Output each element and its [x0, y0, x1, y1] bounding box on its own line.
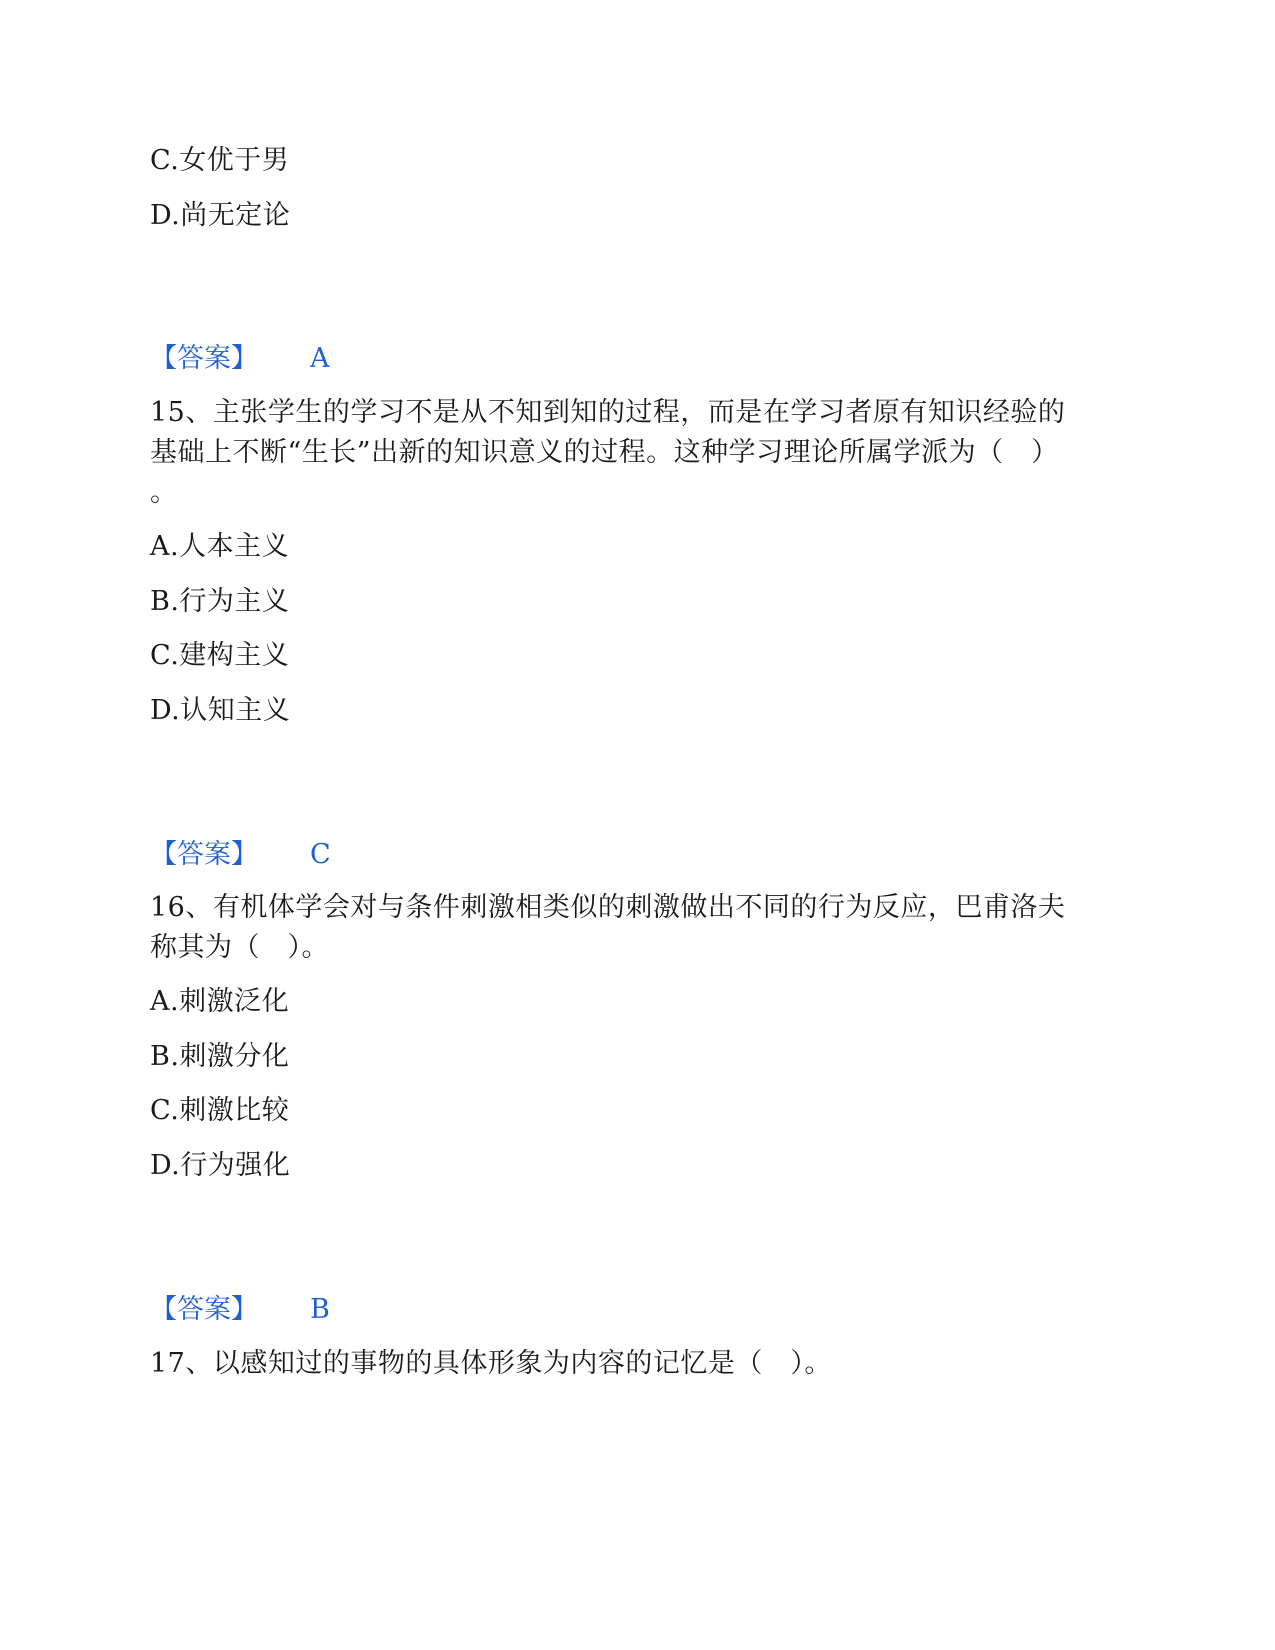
- q14-option-d: D.尚无定论: [150, 200, 291, 231]
- answer-label: 【答案】: [150, 839, 258, 870]
- q16-stem-line-2: 称其为（ ）。: [150, 932, 329, 963]
- q15-option-c: C.建构主义: [150, 640, 290, 671]
- q16-option-d: D.行为强化: [150, 1150, 291, 1181]
- answer-value: C: [310, 839, 331, 870]
- q15-option-b: B.行为主义: [150, 586, 290, 617]
- q16-stem-line-1: 16、有机体学会对与条件刺激相类似的刺激做出不同的行为反应，巴甫洛夫: [150, 892, 1066, 923]
- q16-option-c: C.刺激比较: [150, 1095, 290, 1126]
- q15-stem-line-1: 15、主张学生的学习不是从不知到知的过程，而是在学习者原有知识经验的: [150, 397, 1066, 428]
- q17-stem-line-1: 17、以感知过的事物的具体形象为内容的记忆是（ ）。: [150, 1348, 832, 1379]
- q15-option-d: D.认知主义: [150, 695, 291, 726]
- answer-value: B: [310, 1294, 330, 1325]
- q14-option-c: C.女优于男: [150, 145, 290, 176]
- q14-answer: [150, 342, 330, 376]
- q15-stem-line-3: 。: [150, 477, 178, 508]
- q15-stem-line-2: 基础上不断“生长”出新的知识意义的过程。这种学习理论所属学派为（ ）: [150, 437, 1059, 468]
- q16-answer: [150, 1293, 330, 1327]
- answer-label: 【答案】: [150, 343, 258, 374]
- answer-value: A: [310, 343, 330, 374]
- answer-label: 【答案】: [150, 1294, 258, 1325]
- q15-answer: [150, 838, 331, 872]
- q15-option-a: A.人本主义: [150, 531, 290, 562]
- q16-option-a: A.刺激泛化: [150, 986, 290, 1017]
- q16-option-b: B.刺激分化: [150, 1041, 290, 1072]
